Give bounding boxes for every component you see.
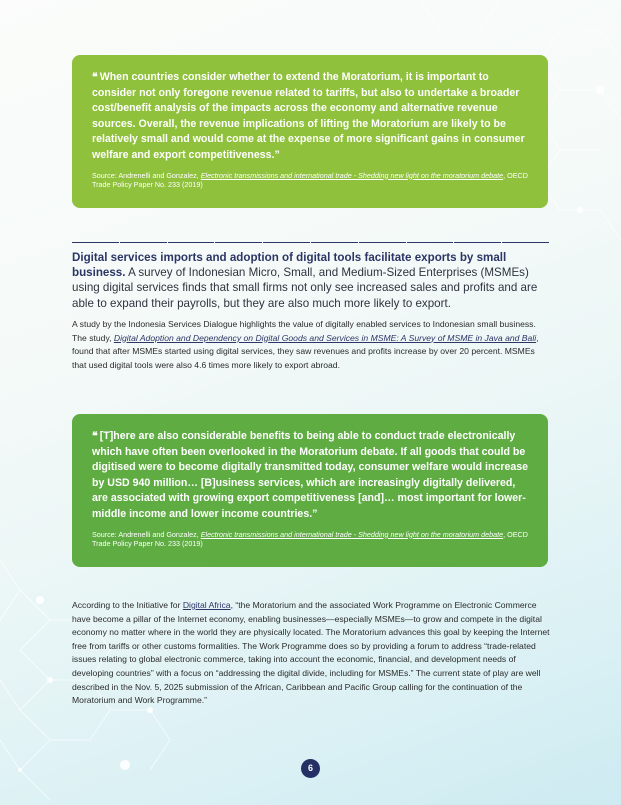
source-link[interactable]: Electronic transmissions and international trade - Shedding new light on the moratorium debate: [200, 170, 504, 180]
study-link[interactable]: Digital Adoption and Dependency on Digital Goods and Services in MSME: A Survey of MSME in Java and Bali: [113, 332, 537, 343]
quote-body: When countries consider whether to extend the Moratorium, it is important to consider not only foregone revenue related to tariffs, but also to undertake a broader cost/benefit analysis of the impacts across the economy and alternative revenue sources. Overall, the revenue implications of lifting the Moratorium are likely to be relatively small and would come at the expense of more significant gains in consumer welfare and export competitiveness.”: [92, 71, 525, 161]
paragraph-text: According to the Initiative for: [72, 600, 183, 610]
lead-text: A survey of Indonesian Micro, Small, and Medium-Sized Enterprises (MSMEs) using digital services finds that small firms not only see increased sales and profits and are able to expand their payrolls, but they are also much more likely to export.: [72, 266, 538, 310]
quote-source: [92, 171, 534, 190]
source-prefix: Source: Andrenelli and Gonzalez,: [92, 170, 201, 180]
lead-paragraph: [72, 250, 550, 311]
body-paragraph-1: [72, 318, 550, 372]
quote-callout-1: [72, 55, 548, 208]
quote-mark-icon: ❝: [92, 430, 98, 442]
lead-heading: Digital services imports and adoption of digital tools facilitate exports by small business.: [72, 251, 507, 280]
source-suffix: , OECD Trade Policy Paper No. 233 (2019): [92, 170, 528, 190]
digital-africa-link[interactable]: Digital Africa: [182, 600, 231, 610]
quote-text: [92, 70, 534, 164]
paragraph-text: A study by the Indonesia Services Dialogue highlights the value of digitally enabled services to Indonesian small business. The study,: [72, 319, 536, 343]
quote-text: [92, 429, 534, 523]
section-divider: [72, 242, 549, 244]
paragraph-text: , “the Moratorium and the associated Work Programme on Electronic Commerce have become a pillar of the Internet economy, enabling businesses—especially MSMEs—to grow and compete in the digital economy no matter where in the world they are physically located. The Moratorium advances this goal by keeping the Internet free from tariffs or other customs formalities. The Work Programme does so by providing a forum to address “trade-related issues relating to global electronic commerce, taking into account the economic, financial, and development needs of developing countries” with a focus on “addressing the digital divide, including for MSMEs.” The current state of play are well described in the Nov. 5, 2025 submission of the African, Caribbean and Pacific Group calling for the continuation of the Moratorium and Work Programme.”: [72, 600, 550, 706]
body-paragraph-2: [72, 599, 550, 708]
quote-callout-2: [72, 414, 548, 567]
source-suffix: , OECD Trade Policy Paper No. 233 (2019): [92, 529, 528, 549]
quote-source: [92, 530, 534, 549]
source-link[interactable]: Electronic transmissions and international trade - Shedding new light on the moratorium debate: [200, 529, 504, 539]
page-number-badge: 6: [301, 759, 320, 778]
paragraph-text: , found that after MSMEs started using digital services, they saw revenues and profits increase by over 20 percent. MSMEs that used digital tools were also 4.6 times more likely to export abroad.: [72, 332, 539, 370]
source-prefix: Source: Andrenelli and Gonzalez,: [92, 529, 201, 539]
quote-body: [T]here are also considerable benefits to being able to conduct trade electronically which have often been overlooked in the Moratorium debate. If all goods that could be digitised were to become digitally transmitted today, consumer welfare would increase by USD 940 million… [B]usiness services, which are increasingly digitally delivered, are associated with growing export competitiveness [and]… most important for lower-middle income and lower income countries.”: [92, 430, 529, 520]
quote-mark-icon: ❝: [92, 71, 98, 83]
